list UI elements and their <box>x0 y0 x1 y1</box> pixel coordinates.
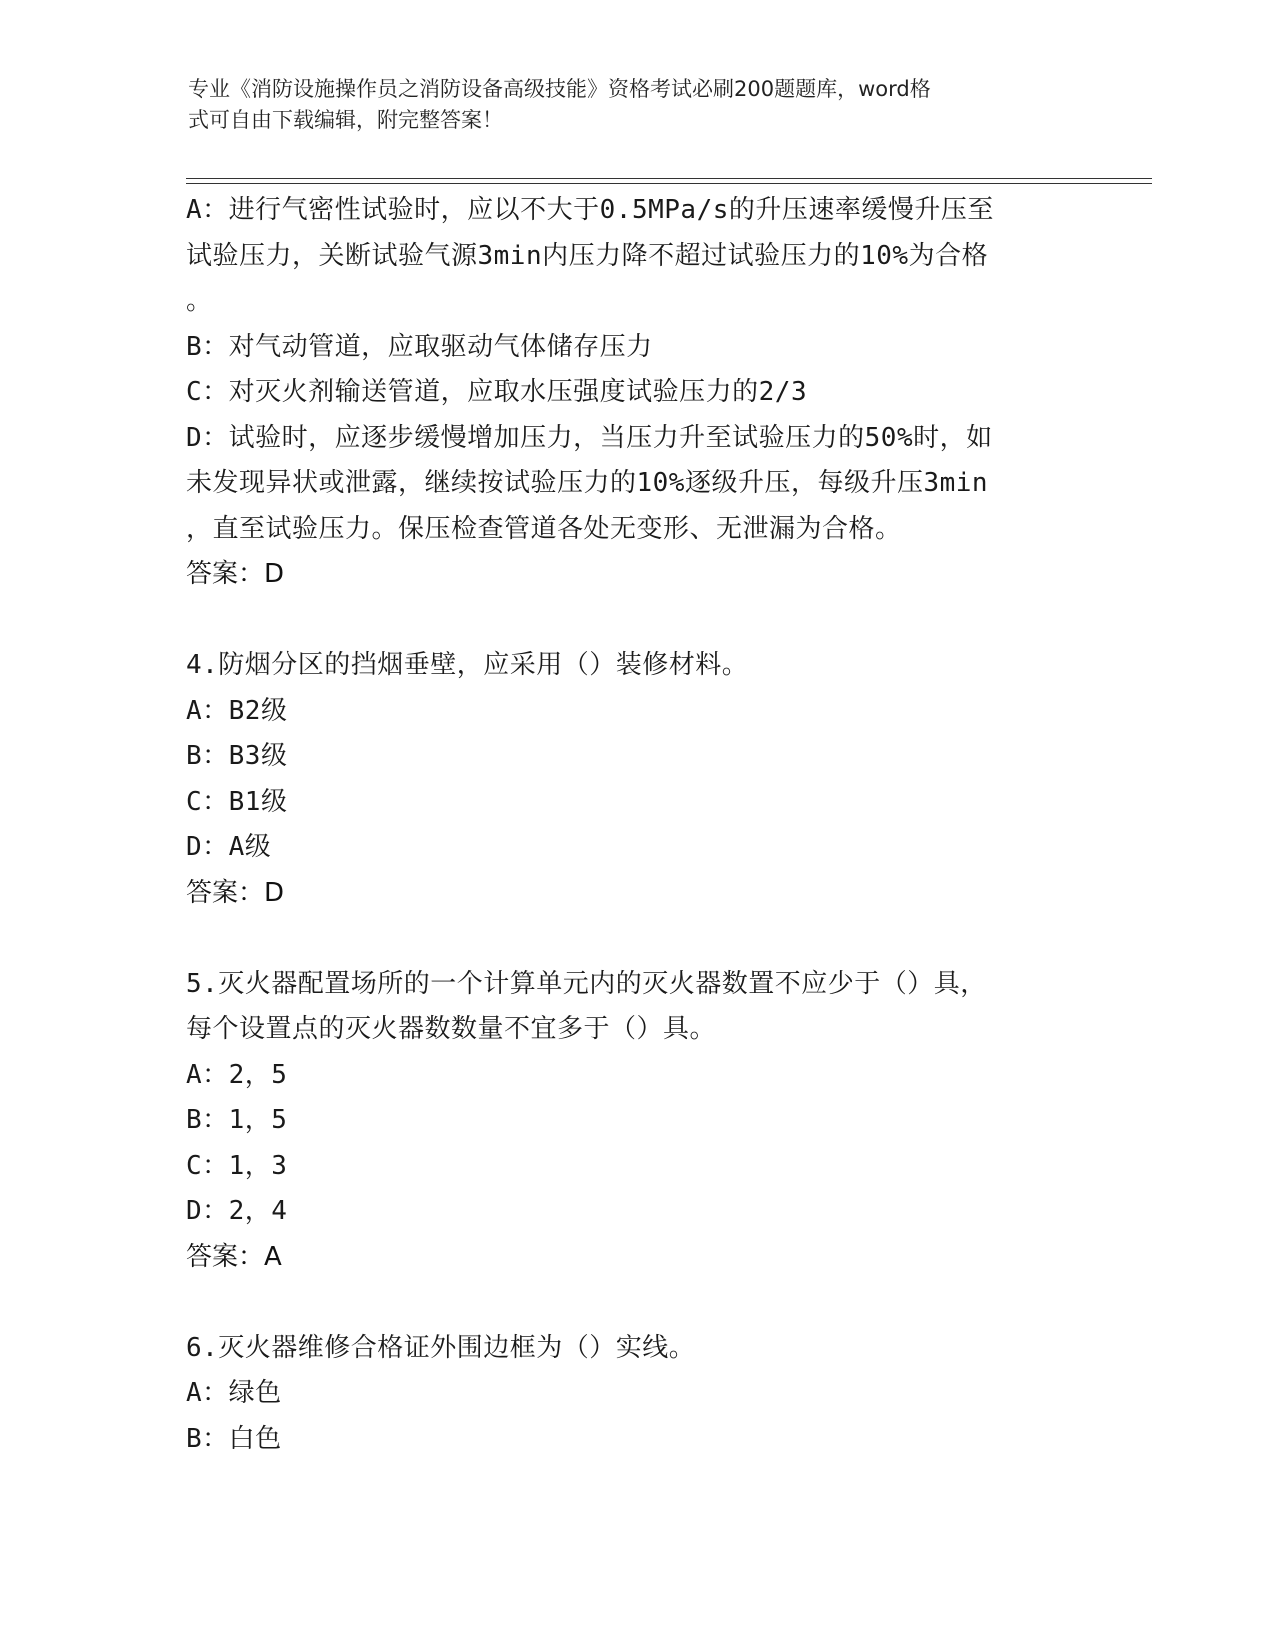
header-line-2: 式可自由下载编辑，附完整答案！ <box>188 108 503 132</box>
header-rule-top <box>186 178 1152 179</box>
option-c: C：1，3 <box>186 1150 288 1181</box>
option-b: B：1，5 <box>186 1105 288 1135</box>
option-b: B：白色 <box>186 1423 282 1454</box>
question-3 <box>186 188 1126 598</box>
option-b: B：B3级 <box>186 741 288 771</box>
question-text: 6.灭火器维修合格证外围边框为（）实线。 <box>186 1332 696 1363</box>
option-a-line-2: 试验压力，关断试验气源3min内压力降不超过试验压力的10%为合格 <box>186 240 989 271</box>
option-d-line-1: D：试验时，应逐步缓慢增加压力，当压力升至试验压力的50%时，如 <box>186 422 993 453</box>
question-text: 4.防烟分区的挡烟垂壁，应采用（）装修材料。 <box>186 650 749 680</box>
option-d-line-2: 未发现异状或泄露，继续按试验压力的10%逐级升压，每级升压3min <box>186 468 989 498</box>
header-line-1: 专业《消防设施操作员之消防设备高级技能》资格考试必刷200题题库，word格 <box>188 77 931 101</box>
option-a: A：B2级 <box>186 695 288 726</box>
answer: 答案：D <box>186 559 285 589</box>
option-a-line-1: A：进行气密性试验时，应以不大于0.5MPa/s的升压速率缓慢升压至 <box>186 195 994 225</box>
header-rule-bottom <box>186 183 1152 184</box>
option-d: D：A级 <box>186 832 272 862</box>
option-c: C：B1级 <box>186 786 288 817</box>
option-a-line-3: 。 <box>186 286 213 316</box>
question-text-line-2: 每个设置点的灭火器数数量不宜多于（）具。 <box>186 1014 717 1044</box>
option-b: B：对气动管道，应取驱动气体储存压力 <box>186 331 653 362</box>
answer: 答案：D <box>186 877 285 908</box>
option-d: D：2，4 <box>186 1196 288 1226</box>
question-text-line-1: 5.灭火器配置场所的一个计算单元内的灭火器数置不应少于（）具， <box>186 968 987 999</box>
option-c: C：对灭火剂输送管道，应取水压强度试验压力的2/3 <box>186 377 808 407</box>
question-6 <box>186 1326 1126 1463</box>
document-body <box>186 188 1126 1462</box>
option-a: A：2，5 <box>186 1059 288 1090</box>
document-header <box>188 74 1068 136</box>
question-4 <box>186 643 1126 916</box>
answer: 答案：A <box>186 1241 282 1272</box>
spacer <box>186 598 1126 644</box>
option-a: A：绿色 <box>186 1378 282 1408</box>
spacer <box>186 916 1126 962</box>
spacer <box>186 1280 1126 1326</box>
option-d-line-3: ，直至试验压力。保压检查管道各处无变形、无泄漏为合格。 <box>186 513 902 544</box>
question-5 <box>186 962 1126 1281</box>
